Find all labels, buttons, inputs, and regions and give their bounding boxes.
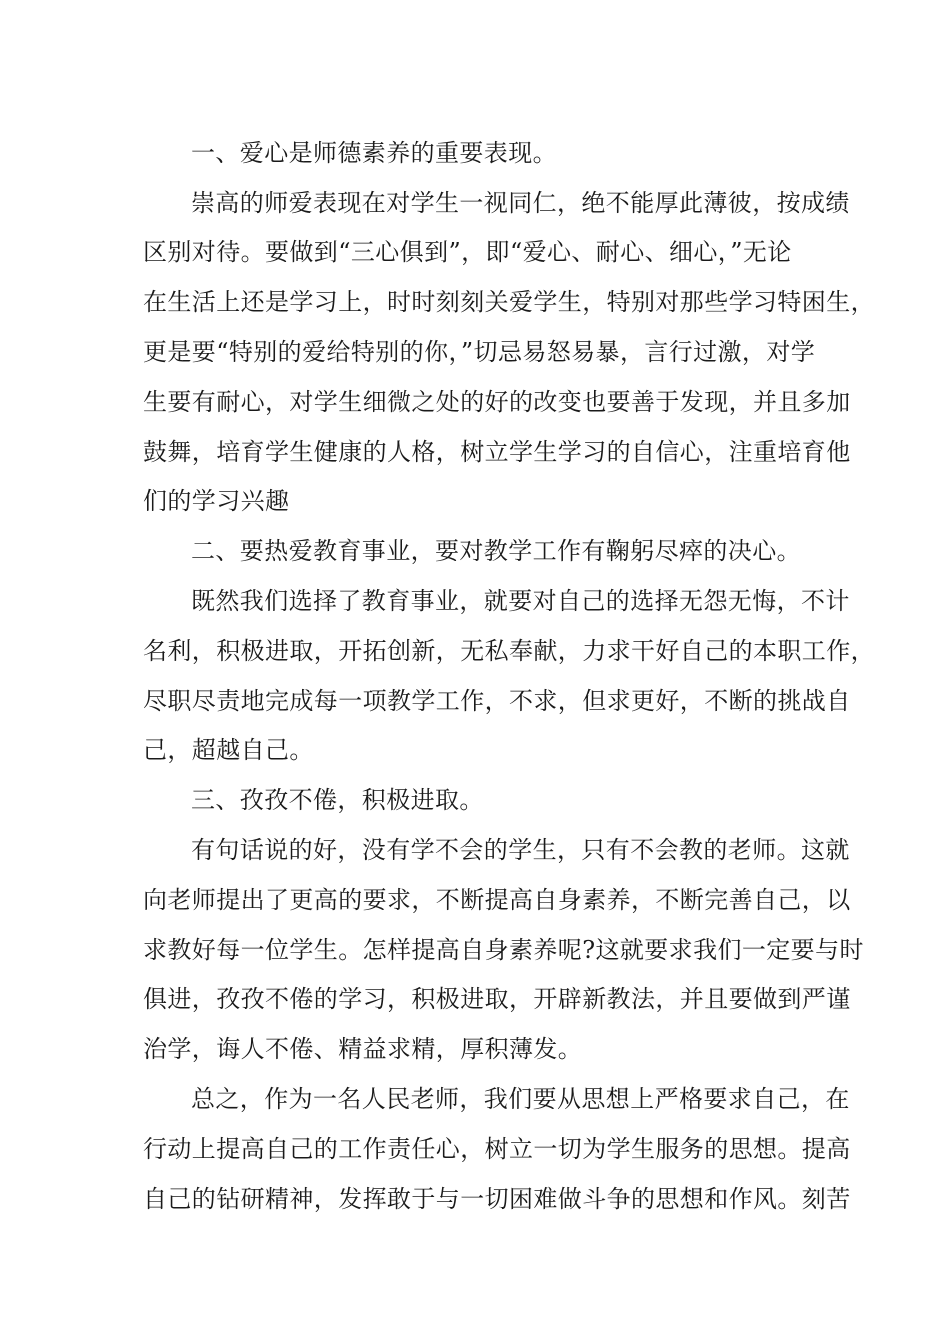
paragraph-line: 名利，积极进取，开拓创新，无私奉献，力求干好自己的本职工作， [143,637,875,665]
paragraph-line: 己，超越自己。 [143,736,314,764]
paragraph-line: 求教好每一位学生。怎样提高自身素养呢?这就要求我们一定要与时 [143,936,864,964]
paragraph-line: 崇高的师爱表现在对学生一视同仁，绝不能厚此薄彼，按成绩 [191,189,850,217]
section-heading-3: 三、孜孜不倦，积极进取。 [191,786,484,814]
paragraph-line: 有句话说的好，没有学不会的学生，只有不会教的老师。这就 [191,836,850,864]
paragraph-line: 总之，作为一名人民老师，我们要从思想上严格要求自己，在 [191,1085,850,1113]
section-heading-2: 二、要热爱教育事业，要对教学工作有鞠躬尽瘁的决心。 [191,537,801,565]
paragraph-line: 鼓舞，培育学生健康的人格，树立学生学习的自信心，注重培育他 [143,438,851,466]
paragraph-line: 俱进，孜孜不倦的学习，积极进取，开辟新教法，并且要做到严谨 [143,985,851,1013]
paragraph-line: 治学，诲人不倦、精益求精，厚积薄发。 [143,1035,583,1063]
paragraph-line: 在生活上还是学习上，时时刻刻关爱学生，特别对那些学习特困生， [143,288,875,316]
paragraph-line: 自己的钻研精神，发挥敢于与一切困难做斗争的思想和作风。刻苦 [143,1185,851,1213]
paragraph-line: 向老师提出了更高的要求，不断提高自身素养，不断完善自己，以 [143,886,851,914]
paragraph-line: 区别对待。要做到“三心俱到”，即“爱心、耐心、细心，”无论 [143,238,792,266]
section-heading-1: 一、爱心是师德素养的重要表现。 [191,139,557,167]
paragraph-line: 既然我们选择了教育事业，就要对自己的选择无怨无悔，不计 [191,587,850,615]
paragraph-line: 生要有耐心，对学生细微之处的好的改变也要善于发现，并且多加 [143,388,851,416]
paragraph-line: 行动上提高自己的工作责任心，树立一切为学生服务的思想。提高 [143,1135,851,1163]
paragraph-line: 尽职尽责地完成每一项教学工作，不求，但求更好，不断的挑战自 [143,687,851,715]
paragraph-line: 更是要“特别的爱给特别的你，”切忌易怒易暴，言行过激，对学 [143,338,816,366]
paragraph-line: 们的学习兴趣 [143,487,290,515]
